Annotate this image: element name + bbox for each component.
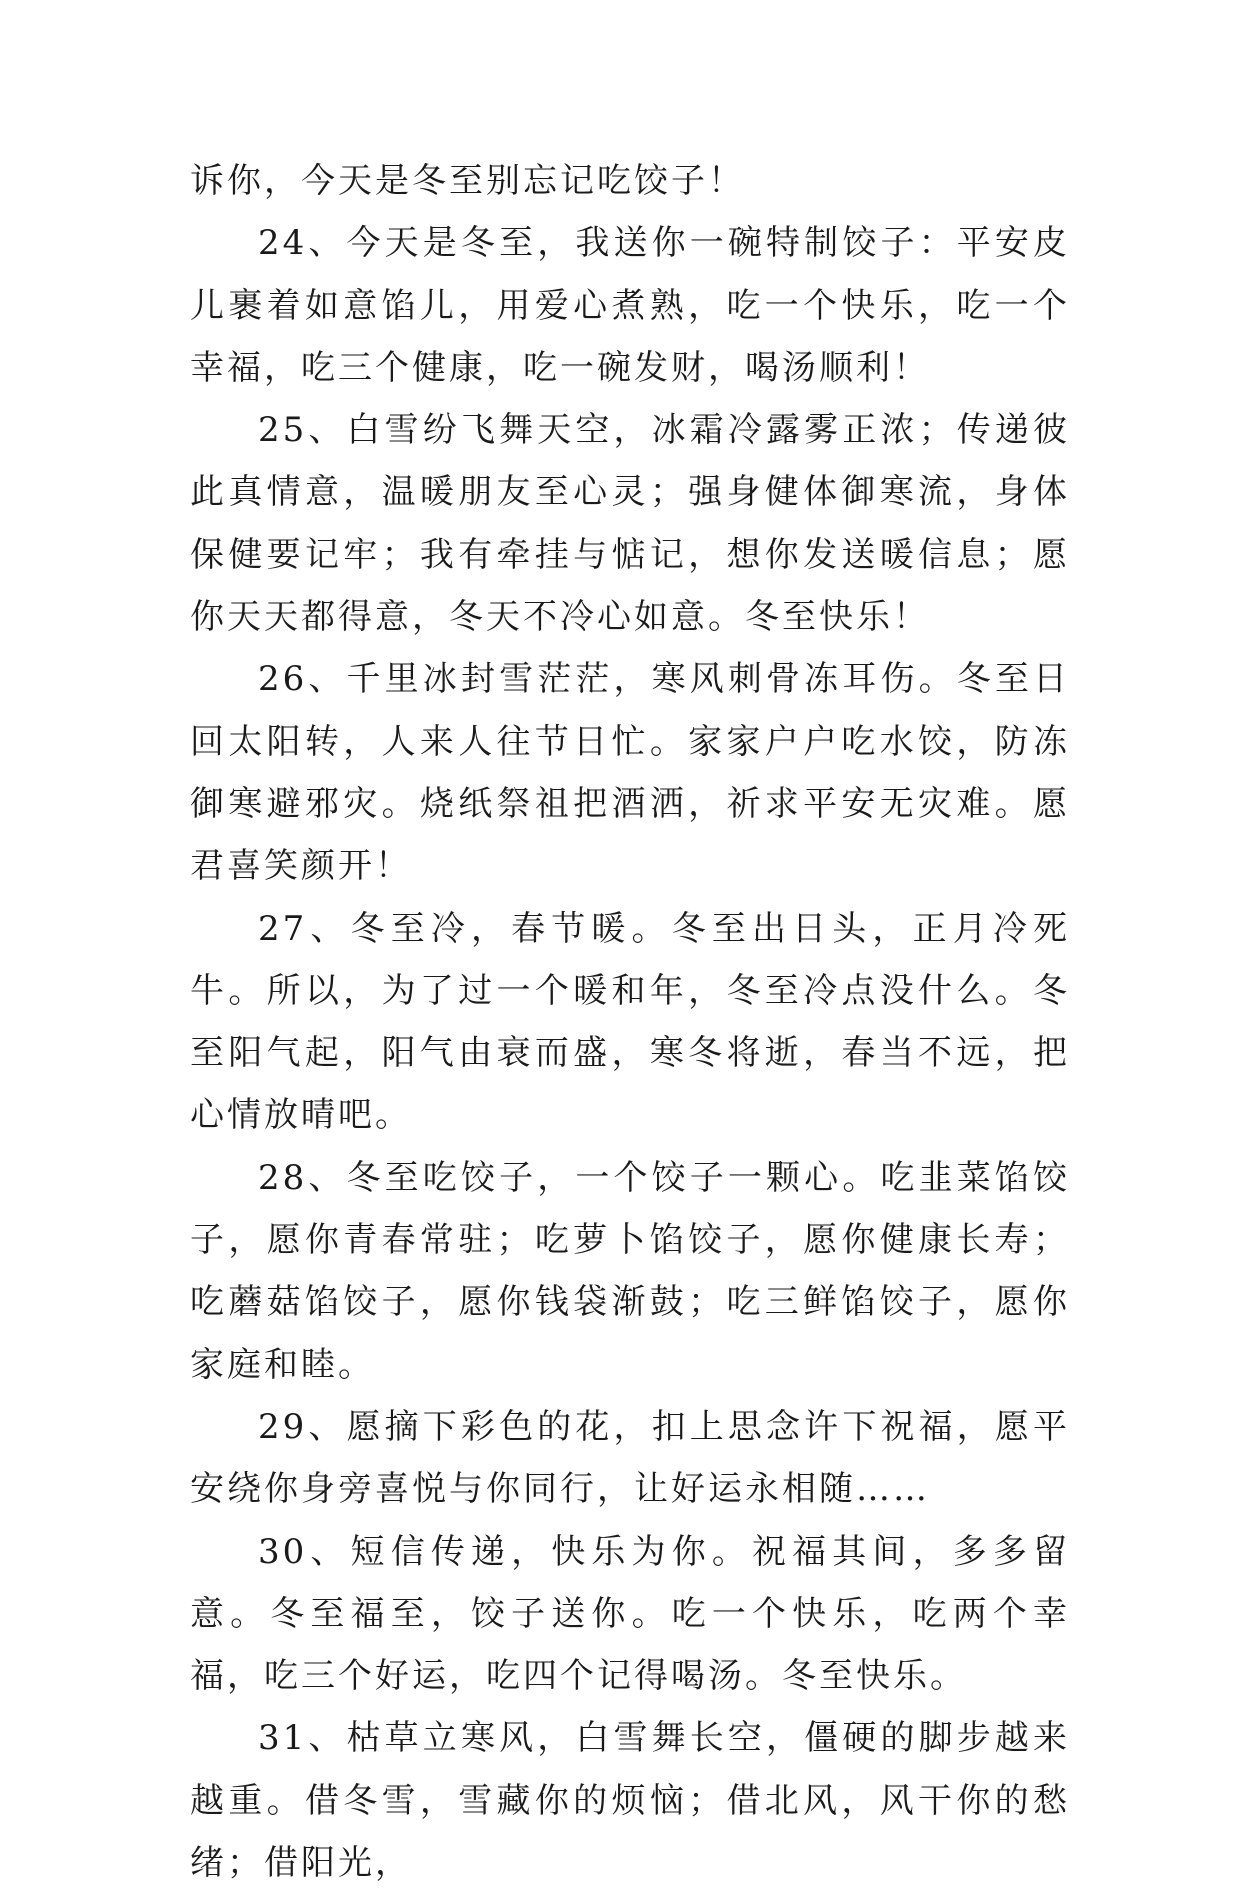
paragraph-25: 25、白雪纷飞舞天空，冰霜冷露雾正浓；传递彼此真情意，温暖朋友至心灵；强身健体御寒流，身体保健要记牢；我有牵挂与惦记，想你发送暖信息；愿你天天都得意，冬天不冷心如意。冬至快乐！ xyxy=(190,410,1070,638)
body-text xyxy=(190,150,1070,1894)
paragraph-27: 27、冬至冷，春节暖。冬至出日头，正月冷死牛。所以，为了过一个暖和年，冬至冷点没什么。冬至阳气起，阳气由衰而盛，寒冬将逝，春当不远，把心情放晴吧。 xyxy=(190,908,1070,1136)
paragraph-30: 30、短信传递，快乐为你。祝福其间，多多留意。冬至福至，饺子送你。吃一个快乐，吃两个幸福，吃三个好运，吃四个记得喝汤。冬至快乐。 xyxy=(190,1531,1070,1697)
paragraph-26: 26、千里冰封雪茫茫，寒风刺骨冻耳伤。冬至日回太阳转，人来人往节日忙。家家户户吃水饺，防冻御寒避邪灾。烧纸祭祖把酒洒，祈求平安无灾难。愿君喜笑颜开！ xyxy=(190,659,1070,887)
paragraph-continuation: 诉你，今天是冬至别忘记吃饺子！ xyxy=(190,161,745,201)
paragraph-24: 24、今天是冬至，我送你一碗特制饺子：平安皮儿裹着如意馅儿，用爱心煮熟，吃一个快乐，吃一个幸福，吃三个健康，吃一碗发财，喝汤顺利！ xyxy=(190,223,1070,388)
paragraph-31: 31、枯草立寒风，白雪舞长空，僵硬的脚步越来越重。借冬雪，雪藏你的烦恼；借北风，风干你的愁绪；借阳光， xyxy=(190,1718,1070,1884)
paragraph-28: 28、冬至吃饺子，一个饺子一颗心。吃韭菜馅饺子，愿你青春常驻；吃萝卜馅饺子，愿你健康长寿；吃蘑菇馅饺子，愿你钱袋渐鼓；吃三鲜馅饺子，愿你家庭和睦。 xyxy=(190,1157,1070,1385)
paragraph-29: 29、愿摘下彩色的花，扣上思念许下祝福，愿平安绕你身旁喜悦与你同行，让好运永相随…… xyxy=(190,1406,1070,1510)
